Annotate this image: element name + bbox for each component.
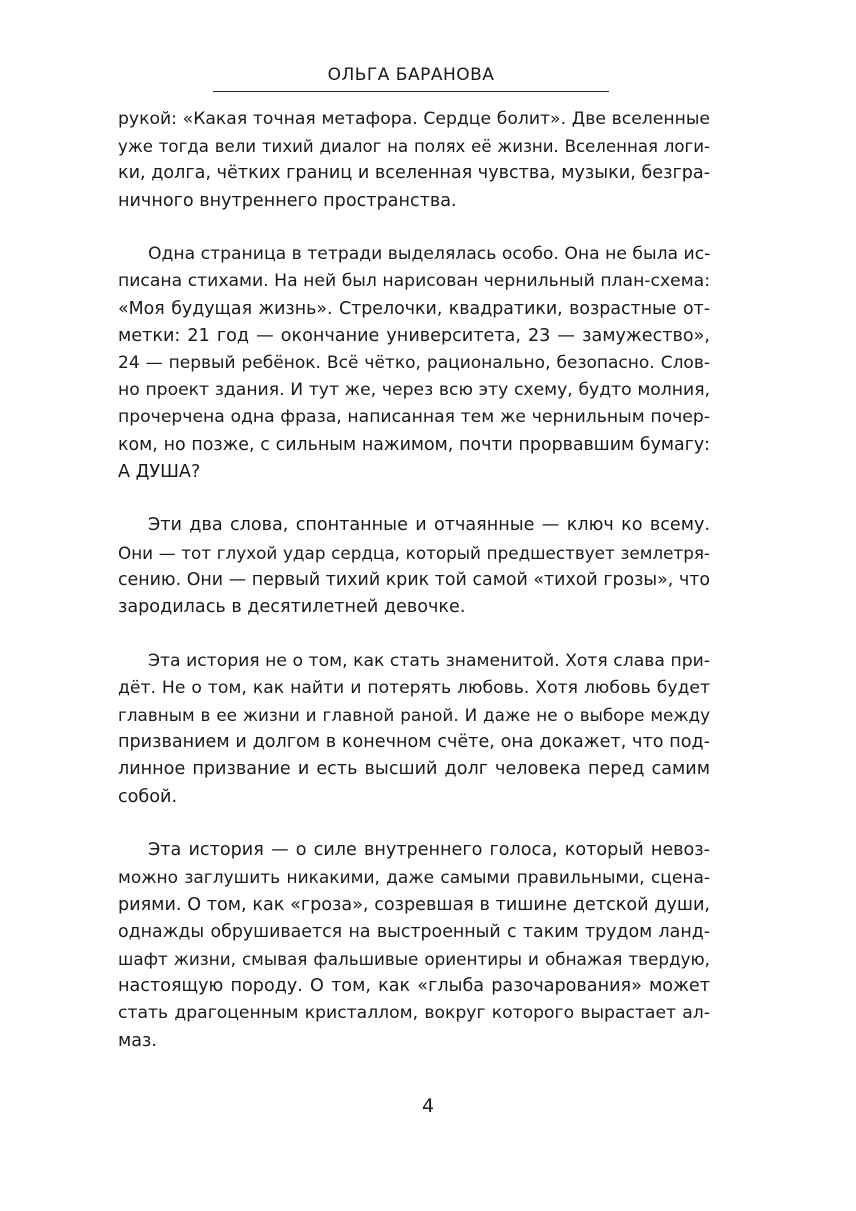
text-line: ничного внутреннего пространства. (118, 190, 457, 211)
text-line: ком, но позже, с сильным нажимом, почти прорвавшим бумагу: (118, 434, 710, 455)
text-line: однажды обрушивается на выстроенный с таким трудом ланд- (118, 921, 710, 942)
text-line: риями. О том, как «гроза», созревшая в тишине детской души, (118, 894, 710, 915)
paragraph-1 (118, 106, 710, 215)
text-line: можно заглушить никакими, даже самыми правильными, сцена- (118, 867, 710, 888)
text-line: 24 — первый ребёнок. Всё чётко, рационально, безопасно. Слов- (118, 353, 710, 373)
text-line: зародилась в десятилетней девочке. (118, 597, 466, 617)
text-line: писана стихами. На ней был нарисован чернильный план-схема: (118, 271, 710, 292)
text-line: Эти два слова, спонтанные и отчаянные — ключ ко всему. (148, 515, 710, 536)
paragraph-5 (118, 837, 710, 1055)
text-line: сению. Они — первый тихий крик той самой «тихой грозы», что (118, 569, 710, 590)
running-head-author: ОЛЬГА БАРАНОВА (327, 65, 495, 85)
text-line: настоящую породу. О том, как «глыба разочарования» может (118, 976, 710, 997)
text-line: уже тогда вели тихий диалог на полях её жизни. Вселенная логи- (118, 137, 710, 157)
text-line: Одна страница в тетради выделялась особо. Она не была ис- (148, 244, 711, 265)
text-line: ки, долга, чётких границ и вселенная чувства, музыки, безгра- (118, 163, 710, 184)
text-line: но проект здания. И тут же, через всю эту схему, будто молния, (118, 380, 710, 401)
text-line: дёт. Не о том, как найти и потерять любовь. Хотя любовь будет (118, 677, 710, 698)
text-line: рукой: «Какая точная метафора. Сердце болит». Две вселенные (118, 109, 710, 129)
text-line: шафт жизни, смывая фальшивые ориентиры и обнажая твердую, (118, 949, 710, 970)
text-line: Эта история не о том, как стать знаменитой. Хотя слава при- (148, 650, 710, 671)
text-line: маз. (118, 1030, 158, 1051)
text-line: линное призвание и есть высший долг человека перед самим (118, 759, 710, 780)
body-text (118, 106, 710, 1055)
text-line: стать драгоценным кристаллом, вокруг которого вырастает ал- (118, 1003, 710, 1024)
text-line: главным в ее жизни и главной раной. И даже не о выборе между (118, 705, 710, 726)
text-line: Эта история — о силе внутреннего голоса, который невоз- (148, 840, 710, 861)
text-line: А ДУША? (118, 461, 201, 482)
header-rule (213, 91, 609, 92)
text-line: призванием и долгом в конечном счёте, она докажет, что под- (118, 732, 710, 753)
paragraph-4 (118, 648, 710, 811)
text-line: собой. (118, 786, 178, 807)
text-line: «Моя будущая жизнь». Стрелочки, квадратики, возрастные от- (118, 298, 710, 319)
paragraph-3 (118, 512, 710, 621)
paragraph-2 (118, 241, 710, 486)
text-line: прочерчена одна фраза, написанная тем же чернильным почер- (118, 407, 710, 428)
text-line: Они — тот глухой удар сердца, который предшествует землетря- (118, 542, 710, 563)
text-line: метки: 21 год — окончание университета, 23 — замужество», (118, 325, 710, 346)
page-number: 4 (421, 1095, 435, 1117)
